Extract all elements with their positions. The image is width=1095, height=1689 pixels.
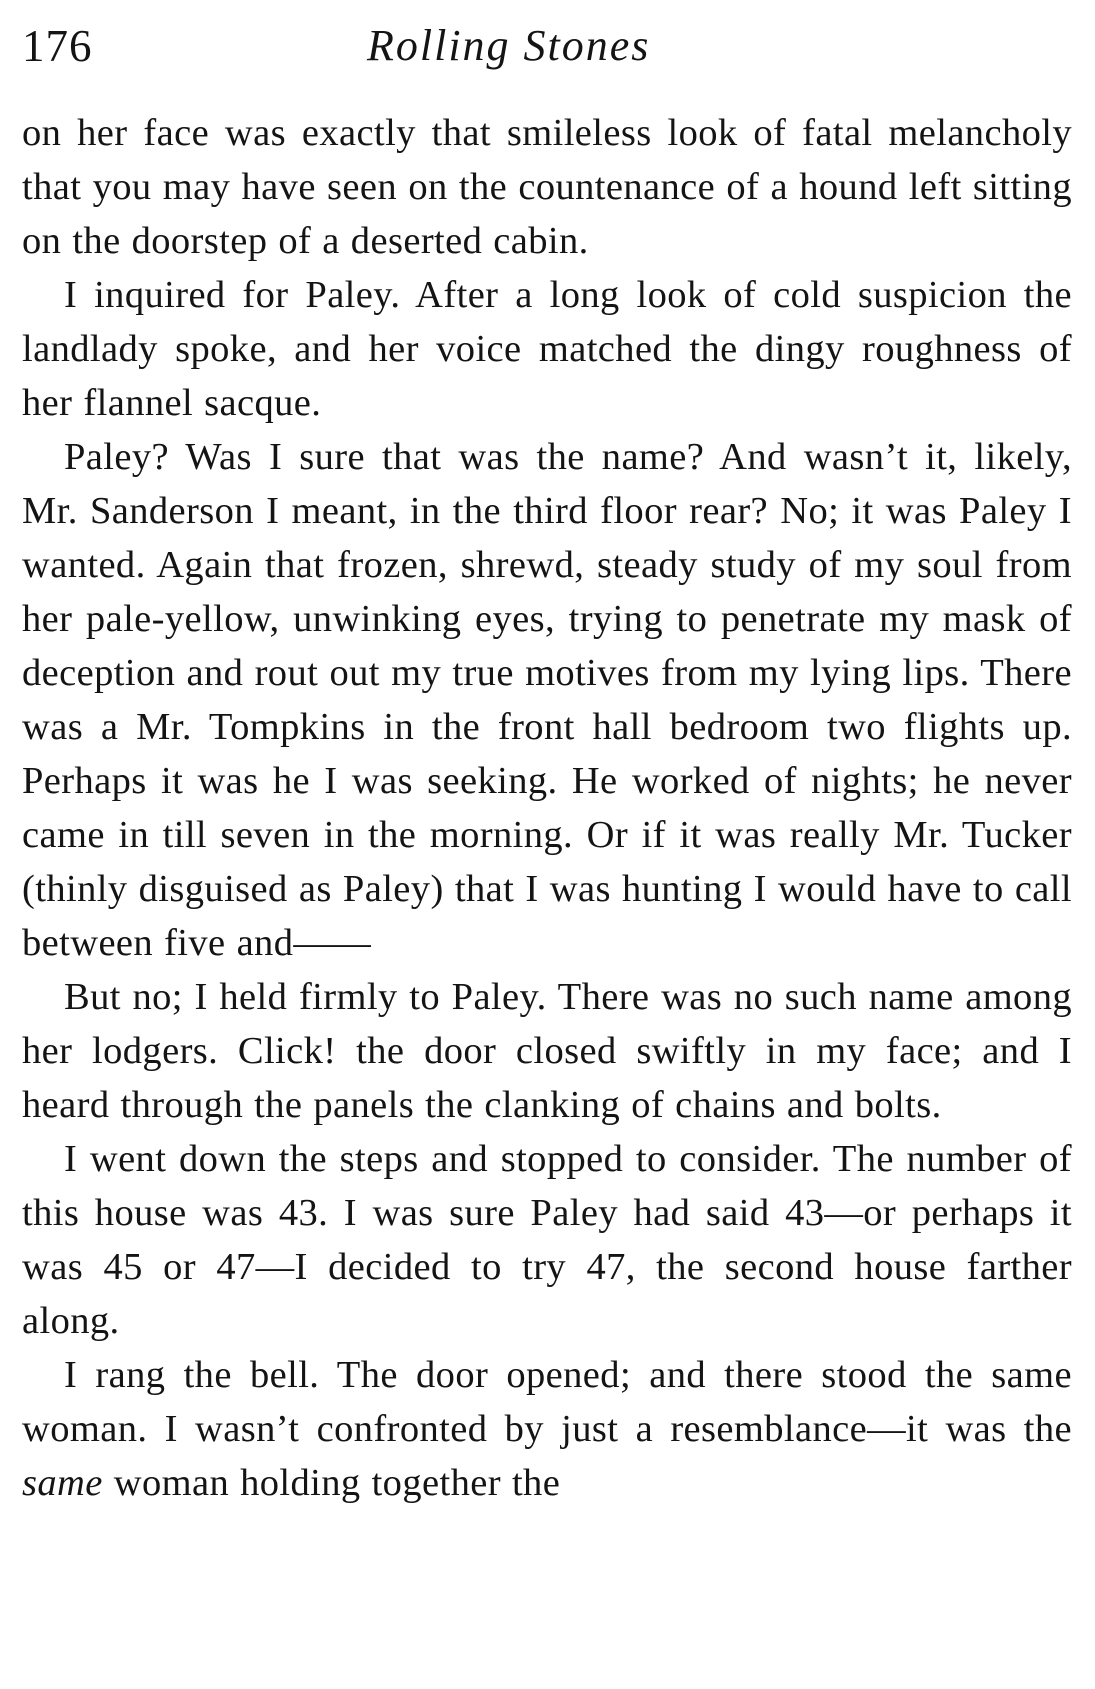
- paragraph-text: woman holding together the: [102, 1462, 561, 1504]
- paragraph: Paley? Was I sure that was the name? And wasn’t it, likely, Mr. Sanderson I meant, in the third floor rear? No; it was Paley I wanted. Again that frozen, shrewd, steady study of my soul from her pale-yellow, unwinking eyes, trying to penetrate my mask of deception and rout out my true motives from my lying lips. There was a Mr. Tompkins in the front hall bedroom two flights up. Perhaps it was he I was seeking. He worked of nights; he never came in till seven in the morning. Or if it was really Mr. Tucker (thinly disguised as Paley) that I was hunting I would have to call between five and——: [22, 436, 1072, 964]
- paragraph: I inquired for Paley. After a long look of cold suspicion the landlady spoke, and her voice matched the dingy roughness of her flannel sacque.: [22, 274, 1072, 424]
- emphasized-word: same: [22, 1462, 103, 1504]
- book-page: [22, 16, 1072, 1510]
- paragraph: But no; I held firmly to Paley. There was no such name among her lodgers. Click! the door closed swiftly in my face; and I heard through the panels the clanking of chains and bolts.: [22, 976, 1072, 1126]
- page-number: 176: [22, 21, 93, 71]
- page-header: [22, 16, 1072, 84]
- paragraph: I went down the steps and stopped to consider. The number of this house was 43. I was sure Paley had said 43—or perhaps it was 45 or 47—I decided to try 47, the second house farther along.: [22, 1138, 1072, 1342]
- paragraph-text: I rang the bell. The door opened; and there stood the same woman. I wasn’t confronted by just a resemblance—it was the: [22, 1354, 1072, 1450]
- paragraph: [22, 1348, 1072, 1510]
- paragraph: on her face was exactly that smileless look of fatal melancholy that you may have seen on the countenance of a hound left sitting on the doorstep of a deserted cabin.: [22, 112, 1072, 262]
- running-title: Rolling Stones: [367, 21, 651, 70]
- body-text: [22, 106, 1072, 1510]
